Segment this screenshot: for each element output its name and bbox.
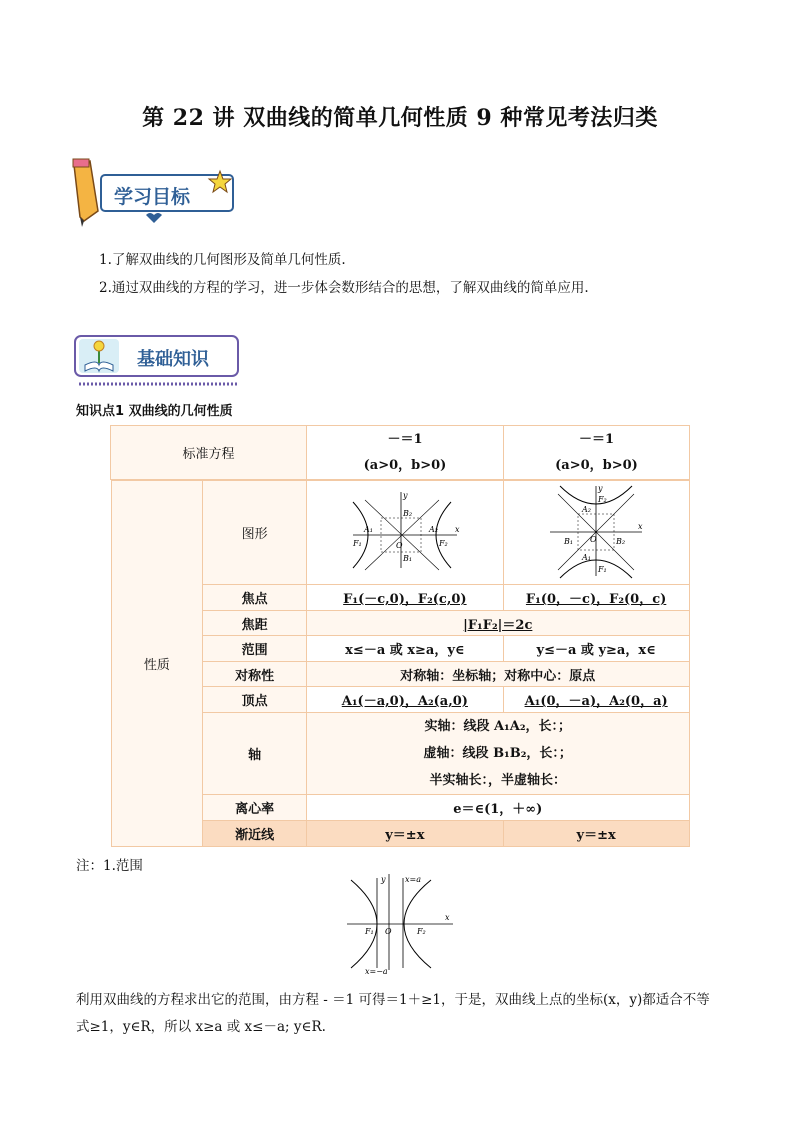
cell-vertex2: A₁(0，－a)，A₂(0，a) bbox=[503, 687, 689, 713]
svg-text:x: x bbox=[638, 521, 643, 531]
banner-basic-label: 基础知识 bbox=[137, 349, 209, 370]
cell-eq1: －＝1 (a>0，b>0) bbox=[307, 426, 504, 480]
svg-text:O: O bbox=[590, 534, 597, 544]
page-title: 第 22 讲 双曲线的简单几何性质 9 种常见考法归类 bbox=[142, 105, 658, 131]
cell-std-eq-label: 标准方程 bbox=[111, 426, 307, 480]
svg-text:x=a: x=a bbox=[405, 875, 421, 884]
range-figure bbox=[345, 870, 457, 975]
svg-text:x: x bbox=[445, 913, 450, 922]
cell-range1: x≤－a 或 x≥a，y∈ bbox=[306, 636, 503, 662]
cell-range2: y≤－a 或 y≥a，x∈ bbox=[503, 636, 689, 662]
svg-text:B₁: B₁ bbox=[402, 553, 412, 563]
cell-vertex-label: 顶点 bbox=[203, 687, 307, 713]
properties-table bbox=[110, 425, 690, 847]
svg-text:A₁: A₁ bbox=[363, 524, 373, 534]
cell-ecc-label: 离心率 bbox=[203, 795, 307, 821]
cell-vertex1: A₁(－a,0)，A₂(a,0) bbox=[306, 687, 503, 713]
svg-text:A₂: A₂ bbox=[582, 504, 592, 514]
cell-asym2: y＝±x bbox=[503, 821, 689, 847]
svg-text:F₂: F₂ bbox=[417, 927, 426, 936]
note-heading: 注：1.范围 bbox=[76, 858, 143, 874]
cell-axis-label: 轴 bbox=[203, 713, 307, 795]
svg-text:F₁: F₁ bbox=[365, 927, 374, 936]
svg-text:x=−a: x=−a bbox=[365, 967, 388, 975]
hyperbola-vertical-figure bbox=[546, 482, 646, 580]
svg-text:B₁: B₁ bbox=[564, 536, 574, 546]
svg-text:F₂: F₂ bbox=[598, 494, 607, 504]
cell-focal-label: 焦距 bbox=[203, 611, 307, 636]
cell-focal-val: |F₁F₂|＝2c bbox=[306, 611, 689, 636]
svg-text:O: O bbox=[385, 927, 392, 936]
knowledge-point-title: 知识点1 双曲线的几何性质 bbox=[76, 404, 233, 419]
svg-text:F₂: F₂ bbox=[438, 538, 448, 548]
banner-basic bbox=[73, 333, 248, 389]
goal-item-2: 2.通过双曲线的方程的学习，进一步体会数形结合的思想，了解双曲线的简单应用. bbox=[99, 280, 589, 296]
heart-icon bbox=[146, 213, 162, 223]
cell-nature: 性质 bbox=[111, 481, 203, 847]
svg-text:O: O bbox=[395, 540, 403, 550]
cell-asym1: y＝±x bbox=[306, 821, 503, 847]
paragraph-line-1: 利用双曲线的方程求出它的范围，由方程 - ＝1 可得＝1＋≥1，于是，双曲线上点的坐标(x，y)都适合不等 bbox=[76, 992, 710, 1008]
cell-graph2 bbox=[503, 481, 689, 585]
paragraph-line-2: 式≥1，y∈R，所以 x≥a 或 x≤－a; y∈R. bbox=[76, 1019, 326, 1035]
hyperbola-horizontal-figure bbox=[349, 488, 461, 574]
cell-asym-label: 渐近线 bbox=[203, 821, 307, 847]
cell-range-label: 范围 bbox=[203, 636, 307, 662]
svg-text:A₁: A₁ bbox=[582, 552, 592, 562]
svg-text:B₂: B₂ bbox=[402, 508, 412, 518]
goal-item-1: 1.了解双曲线的几何图形及简单几何性质. bbox=[99, 252, 346, 268]
svg-text:B₂: B₂ bbox=[616, 536, 626, 546]
svg-text:F₁: F₁ bbox=[598, 564, 607, 574]
cell-graph-label: 图形 bbox=[203, 481, 307, 585]
cell-symmetry-label: 对称性 bbox=[203, 662, 307, 687]
cell-symmetry-val: 对称轴：坐标轴；对称中心：原点 bbox=[306, 662, 689, 687]
svg-text:F₁: F₁ bbox=[352, 538, 362, 548]
svg-text:x: x bbox=[454, 524, 460, 534]
banner-goals-label: 学习目标 bbox=[114, 186, 191, 208]
cell-axis-val: 实轴：线段 A₁A₂，长：； 虚轴：线段 B₁B₂，长：； 半实轴长：，半虚轴长： bbox=[306, 713, 689, 795]
svg-text:y: y bbox=[381, 875, 386, 884]
cell-focus-label: 焦点 bbox=[203, 585, 307, 611]
svg-text:y: y bbox=[598, 483, 603, 493]
banner-goals bbox=[68, 157, 243, 227]
cell-ecc-val: e＝∈(1，＋∞) bbox=[306, 795, 689, 821]
cell-graph1 bbox=[306, 481, 503, 585]
svg-text:A₂: A₂ bbox=[428, 524, 438, 534]
cell-focus1: F₁(－c,0)，F₂(c,0) bbox=[306, 585, 503, 611]
svg-text:y: y bbox=[402, 490, 408, 500]
cell-focus2: F₁(0，－c)，F₂(0，c) bbox=[503, 585, 689, 611]
cell-eq2: －＝1 (a>0，b>0) bbox=[504, 426, 690, 480]
